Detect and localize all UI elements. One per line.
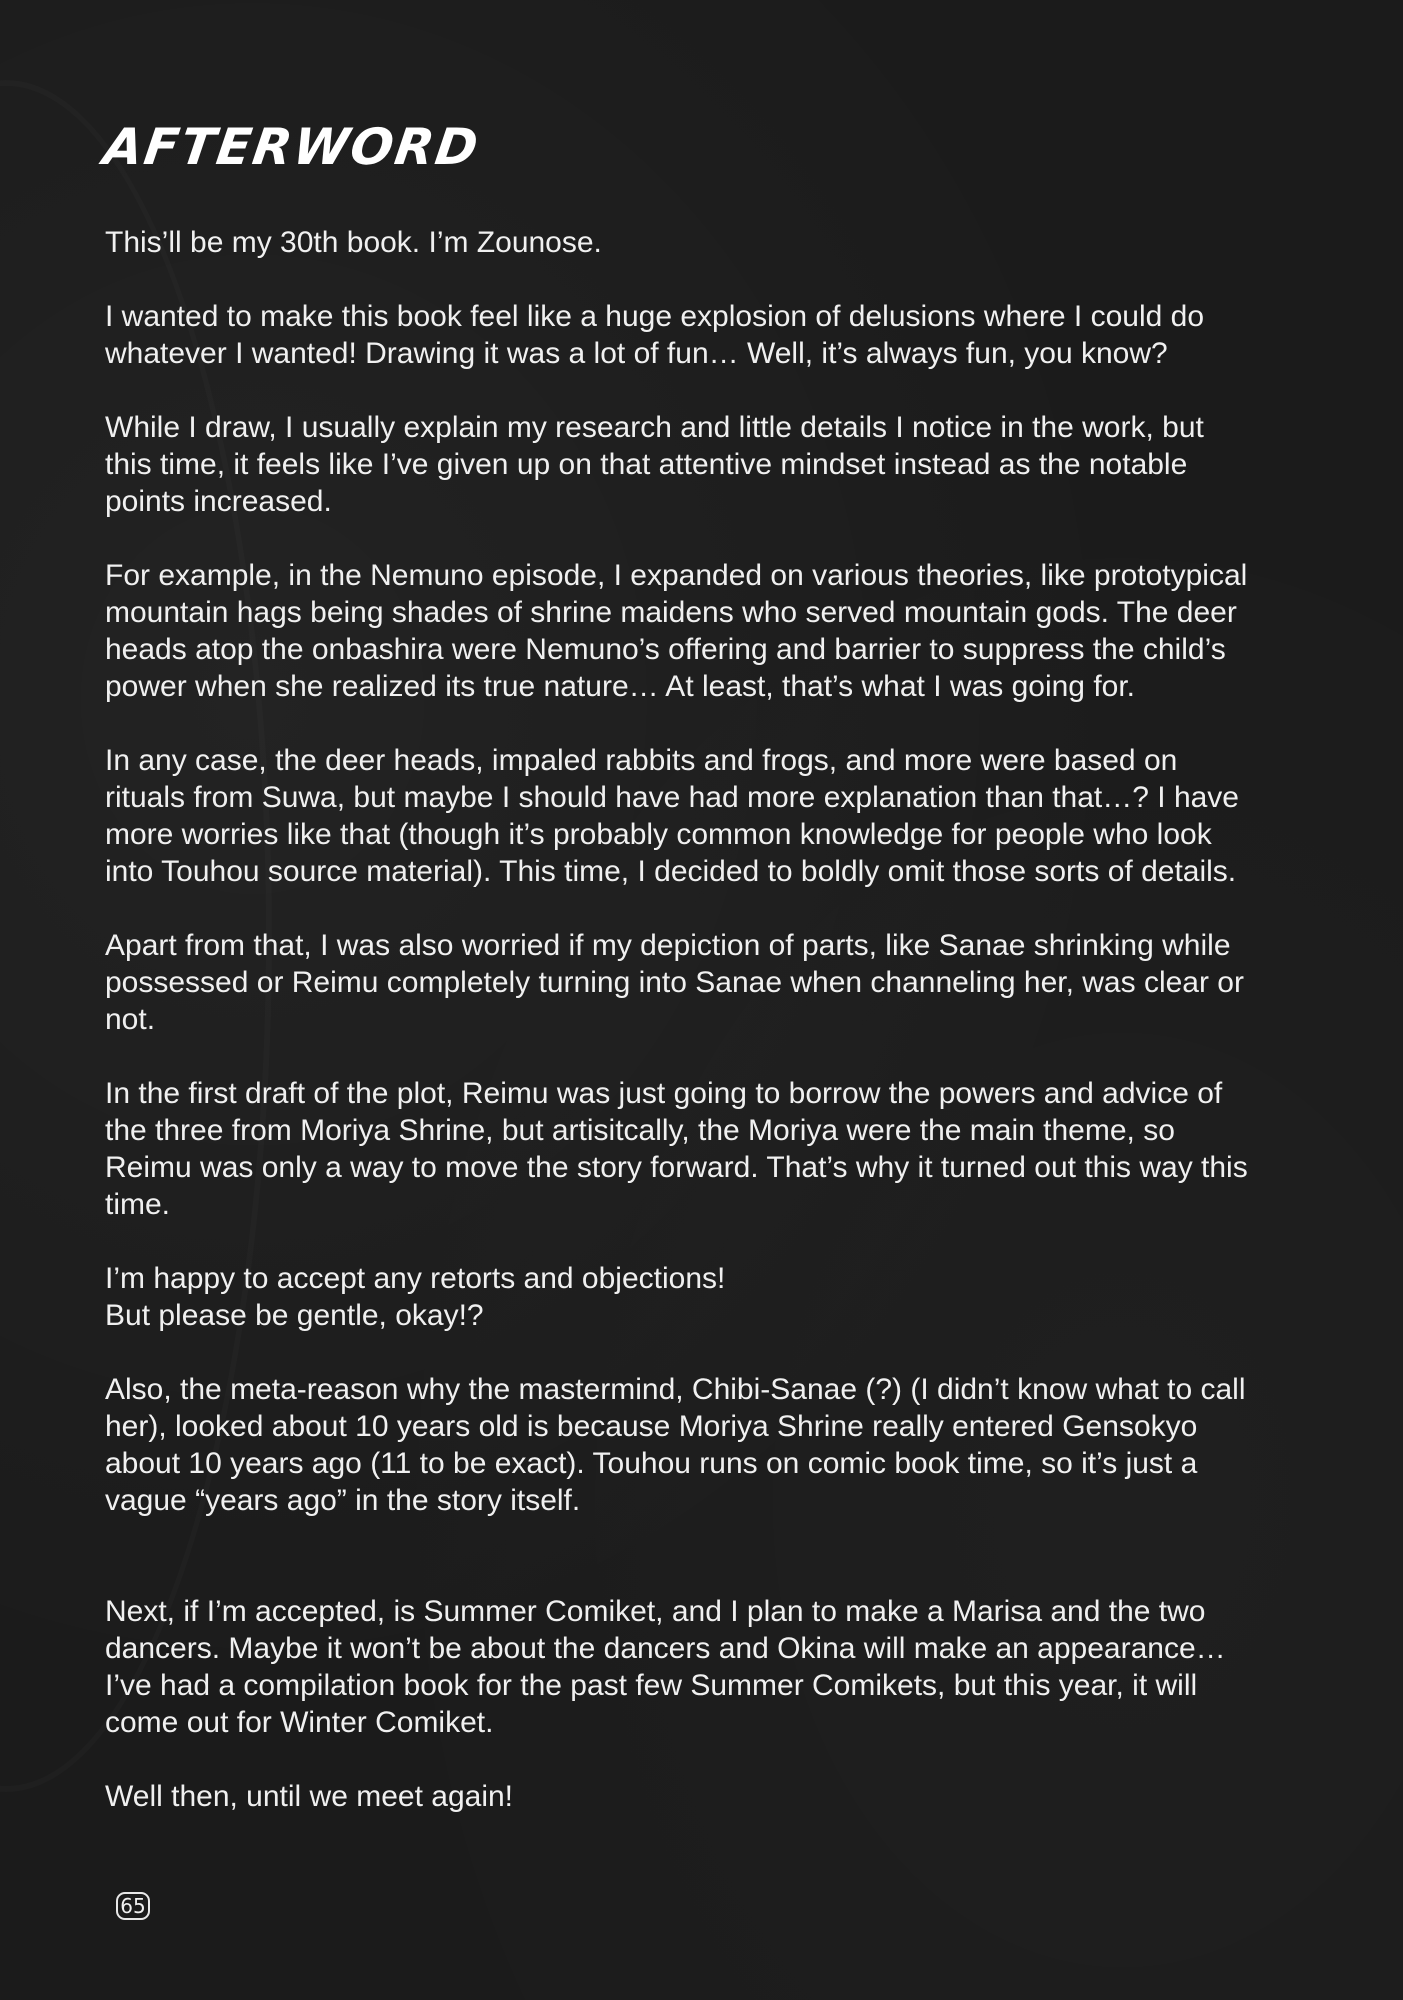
text-line: This’ll be my 30th book. I’m Zounose. — [105, 226, 602, 259]
text-line: Reimu was only a way to move the story forward. That’s why it turned out this way this — [105, 1151, 1248, 1184]
text-line: vague “years ago” in the story itself. — [105, 1484, 581, 1517]
text-line: into Touhou source material). This time, I decided to boldly omit those sorts of details. — [105, 855, 1237, 888]
text-line: mountain hags being shades of shrine maidens who served mountain gods. The deer — [105, 596, 1237, 629]
paragraph-5 — [105, 742, 1335, 890]
text-line: rituals from Suwa, but maybe I should have had more explanation than that…? I have — [105, 781, 1239, 814]
afterword-body — [105, 224, 1335, 1852]
text-line: this time, it feels like I’ve given up on that attentive mindset instead as the notable — [105, 448, 1188, 481]
paragraph-3 — [105, 409, 1335, 520]
text-line: I wanted to make this book feel like a huge explosion of delusions where I could do — [105, 300, 1205, 333]
paragraph-9 — [105, 1371, 1335, 1519]
text-line: For example, in the Nemuno episode, I expanded on various theories, like prototypical — [105, 559, 1248, 592]
text-line: dancers. Maybe it won’t be about the dancers and Okina will make an appearance… — [105, 1632, 1226, 1665]
paragraph-8 — [105, 1260, 1335, 1334]
text-line: power when she realized its true nature… At least, that’s what I was going for. — [105, 670, 1136, 703]
text-line: In the first draft of the plot, Reimu was just going to borrow the powers and advice of — [105, 1077, 1223, 1110]
paragraph-7 — [105, 1075, 1335, 1223]
text-line: come out for Winter Comiket. — [105, 1706, 494, 1739]
text-line: whatever I wanted! Drawing it was a lot of fun… Well, it’s always fun, you know? — [105, 337, 1168, 370]
text-line: heads atop the onbashira were Nemuno’s offering and barrier to suppress the child’s — [105, 633, 1226, 666]
text-line: not. — [105, 1003, 156, 1036]
text-line: Well then, until we meet again! — [105, 1780, 514, 1813]
paragraph-4 — [105, 557, 1335, 705]
text-line: her), looked about 10 years old is because Moriya Shrine really entered Gensokyo — [105, 1410, 1198, 1443]
text-line: points increased. — [105, 485, 332, 518]
text-line: I’ve had a compilation book for the past few Summer Comikets, but this year, it will — [105, 1669, 1198, 1702]
paragraph-6 — [105, 927, 1335, 1038]
paragraph-2 — [105, 298, 1335, 372]
text-line: Next, if I’m accepted, is Summer Comiket, and I plan to make a Marisa and the two — [105, 1595, 1206, 1628]
text-line: possessed or Reimu completely turning into Sanae when channeling her, was clear or — [105, 966, 1244, 999]
text-line: Also, the meta-reason why the mastermind, Chibi-Sanae (?) (I didn’t know what to call — [105, 1373, 1246, 1406]
text-line: But please be gentle, okay!? — [105, 1299, 484, 1332]
paragraph-1 — [105, 224, 1335, 261]
paragraph-10 — [105, 1593, 1335, 1741]
text-line: more worries like that (though it’s probably common knowledge for people who look — [105, 818, 1212, 851]
text-line: In any case, the deer heads, impaled rabbits and frogs, and more were based on — [105, 744, 1178, 777]
page-title: AFTERWORD — [99, 118, 484, 176]
text-line: While I draw, I usually explain my research and little details I notice in the work, but — [105, 411, 1204, 444]
text-line: the three from Moriya Shrine, but artisitcally, the Moriya were the main theme, so — [105, 1114, 1175, 1147]
text-line: Apart from that, I was also worried if my depiction of parts, like Sanae shrinking while — [105, 929, 1231, 962]
text-line: I’m happy to accept any retorts and objections! — [105, 1262, 726, 1295]
text-line: about 10 years ago (11 to be exact). Touhou runs on comic book time, so it’s just a — [105, 1447, 1198, 1480]
page-number: 65 — [116, 1892, 150, 1920]
text-line: time. — [105, 1188, 171, 1221]
paragraph-11 — [105, 1778, 1335, 1815]
